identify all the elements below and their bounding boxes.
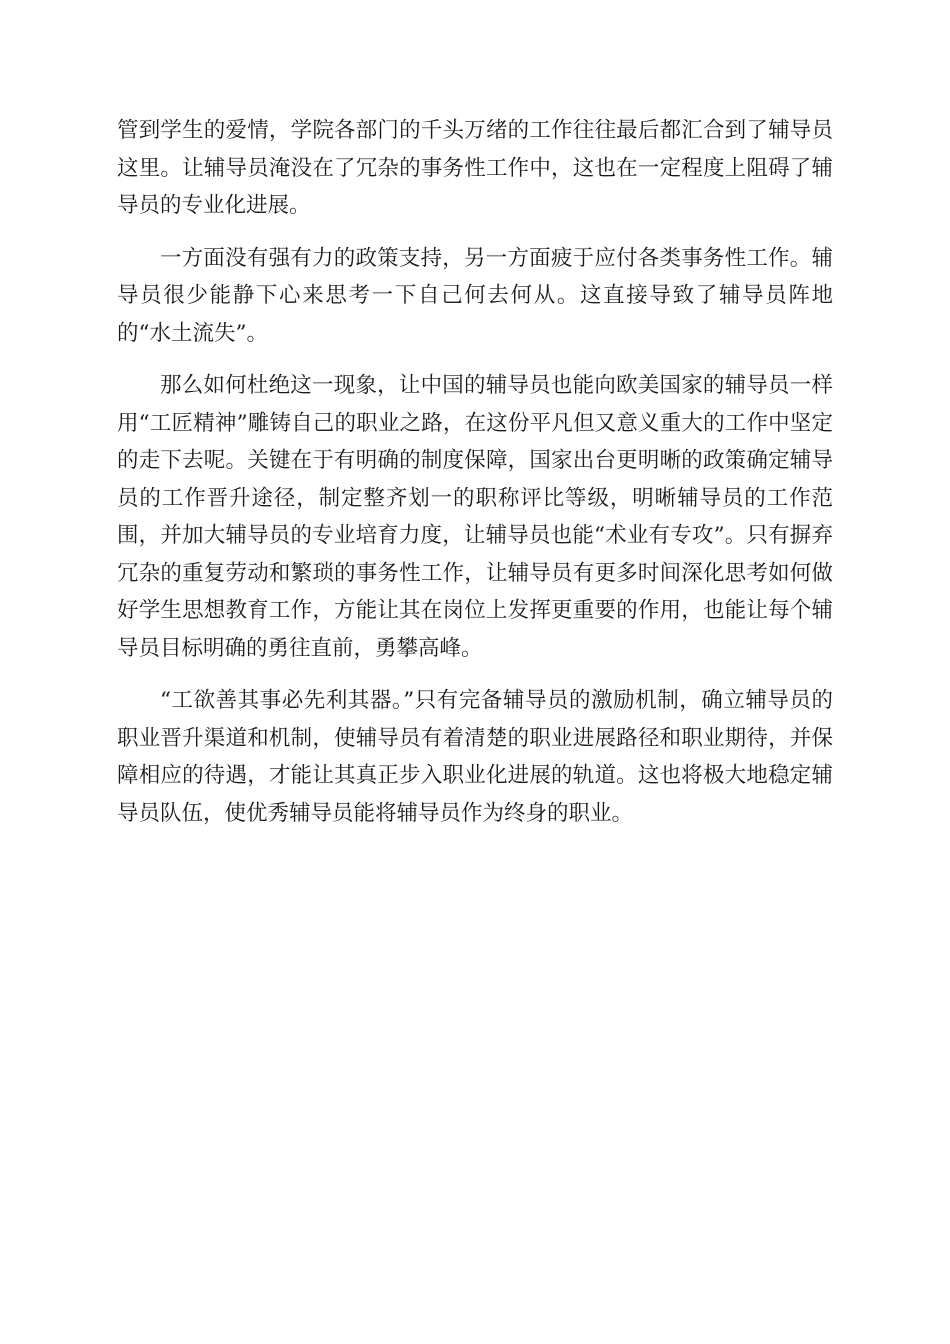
paragraph-4: “工欲善其事必先利其器。”只有完备辅导员的激励机制，确立辅导员的职业晋升渠道和机制，使辅导员有着清楚的职业进展路径和职业期待，并保障相应的待遇，才能让其真正步入职业化进展的轨道。这也将极大地稳定辅导员队伍，使优秀辅导员能将辅导员作为终身的职业。 [117,688,833,826]
paragraph-2: 一方面没有强有力的政策支持，另一方面疲于应付各类事务性工作。辅导员很少能静下心来思考一下自己何去何从。这直接导致了辅导员阵地的“水土流失”。 [117,245,833,346]
paragraph-3: 那么如何杜绝这一现象，让中国的辅导员也能向欧美国家的辅导员一样用“工匠精神”雕铸自己的职业之路，在这份平凡但又意义重大的工作中坚定的走下去呢。关键在于有明确的制度保障，国家出台更明晰的政策确定辅导员的工作晋升途径，制定整齐划一的职称评比等级，明晰辅导员的工作范围，并加大辅导员的专业培育力度，让辅导员也能“术业有专攻”。只有摒弃冗杂的重复劳动和繁琐的事务性工作，让辅导员有更多时间深化思考如何做好学生思想教育工作，方能让其在岗位上发挥更重要的作用，也能让每个辅导员目标明确的勇往直前，勇攀高峰。 [117,373,833,661]
paragraph-1: 管到学生的爱情，学院各部门的千头万绪的工作往往最后都汇合到了辅导员这里。让辅导员淹没在了冗杂的事务性工作中，这也在一定程度上阻碍了辅导员的专业化进展。 [117,118,833,218]
document-body [117,112,833,832]
